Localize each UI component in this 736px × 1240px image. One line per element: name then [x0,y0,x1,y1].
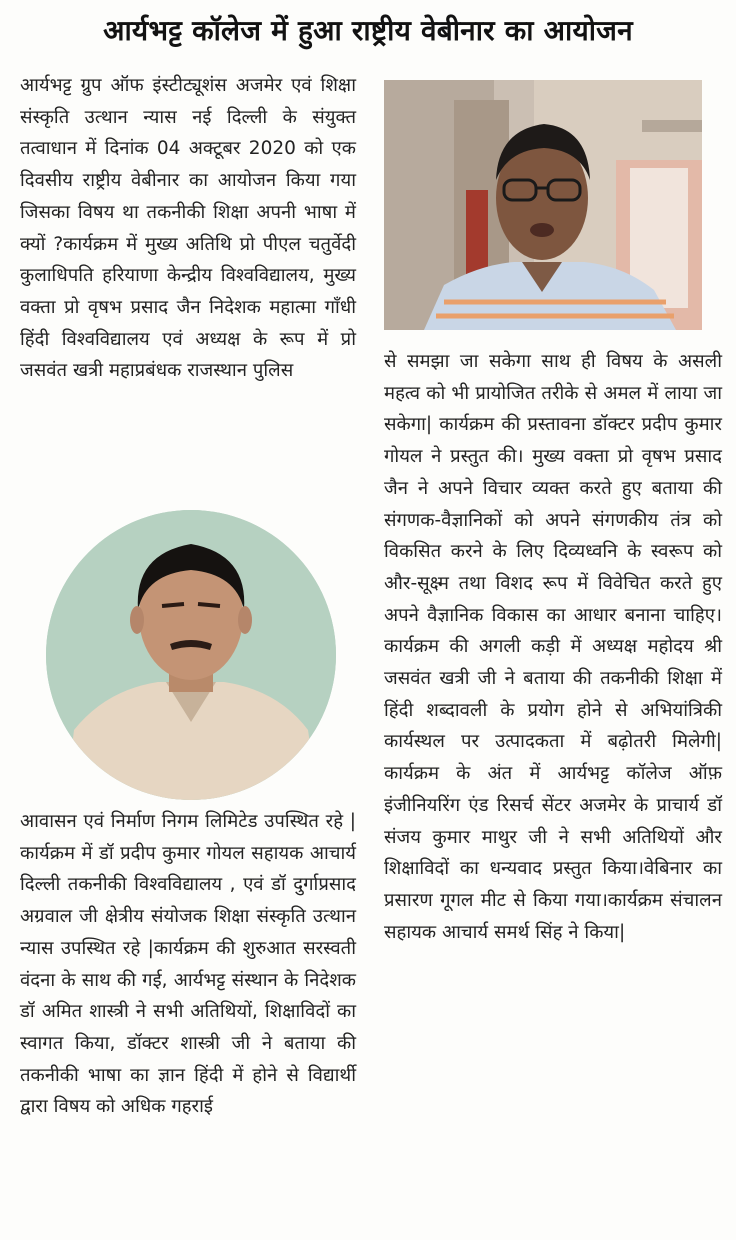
speaker-photo-illustration [384,80,702,330]
article-paragraph: आर्यभट्ट ग्रुप ऑफ इंस्टीट्यूशंस अजमेर एवं शिक्षा संस्कृति उत्थान न्यास नई दिल्ली के संयुक्त तत्वाधान में दिनांक 04 अक्टूबर 2020 को एक दिवसीय राष्ट्रीय वेबीनार का आयोजन किया गया जिसका विषय था तकनीकी शिक्षा अपनी भाषा में क्यों ?कार्यक्रम में मुख्य अतिथि प्रो पीएल चतुर्वेदी कुलाधिपति हरियाणा केन्द्रीय विश्वविद्यालय, मुख्य वक्ता प्रो वृषभ प्रसाद जैन निदेशक महात्मा गाँधी हिंदी विश्वविद्यालय एवं अध्यक्ष के रूप में प्रो जसवंत खत्री महाप्रबंधक राजस्थान पुलिस [20,75,356,382]
article-paragraph: आवासन एवं निर्माण निगम लिमिटेड उपस्थित रहे | कार्यक्रम में डॉ प्रदीप कुमार गोयल सहायक आचार्य दिल्ली तकनीकी विश्वविद्यालय , एवं डॉ दुर्गाप्रसाद अग्रवाल जी क्षेत्रीय संयोजक शिक्षा संस्कृति उत्थान न्यास उपस्थित रहे |कार्यक्रम की शुरुआत सरस्वती वंदना के साथ की गई, आर्यभट्ट संस्थान के निदेशक डॉ अमित शास्त्री ने सभी अतिथियों, शिक्षाविदों का स्वागत किया, डॉक्टर शास्त्री जी ने बताया की तकनीकी भाषा का ज्ञान हिंदी में होने से विद्यार्थी द्वारा विषय को अधिक गहराई [20,811,356,1118]
portrait-photo-illustration [46,510,336,800]
article-column-left-bottom [20,806,356,1123]
article-paragraph: से समझा जा सकेगा साथ ही विषय के असली महत्व को भी प्रायोजित तरीके से अमल में लाया जा सकेगा| कार्यक्रम की प्रस्तावना डॉक्टर प्रदीप कुमार गोयल ने प्रस्तुत की। मुख्य वक्ता प्रो वृषभ प्रसाद जैन ने अपने विचार व्यक्त करते हुए बताया की संगणक-वैज्ञानिकों को अपने संगणकीय तंत्र को विकसित करने के लिए दिव्यध्वनि के स्वरूप को और-सूक्ष्म तथा विशद रूप में विवेचित करते हुए अपने वैज्ञानिक विकास का आधार बनाना चाहिए। कार्यक्रम की अगली कड़ी में अध्यक्ष महोदय श्री जसवंत खत्री जी ने बताया की तकनीकी शिक्षा में हिंदी शब्दावली के प्रयोग होने से अभियांत्रिकी कार्यस्थल पर उत्पादकता में बढ़ोतरी मिलेगी| कार्यक्रम के अंत में आर्यभट्ट कॉलेज ऑफ़ इंजीनियरिंग एंड रिसर्च सेंटर अजमेर के प्राचार्य डॉ संजय कुमार माथुर जी ने सभी अतिथियों और शिक्षाविदों का धन्यवाद प्रस्तुत किया।वेबिनार का प्रसारण गूगल मीट से किया गया।कार्यक्रम संचालन सहायक आचार्य समर्थ सिंह ने किया| [384,351,722,943]
speaker-photo [384,80,702,330]
article-column-right [384,346,722,948]
headline: आर्यभट्ट कॉलेज में हुआ राष्ट्रीय वेबीनार का आयोजन [103,14,633,47]
article-column-left-top [20,70,356,387]
portrait-photo [46,510,336,800]
